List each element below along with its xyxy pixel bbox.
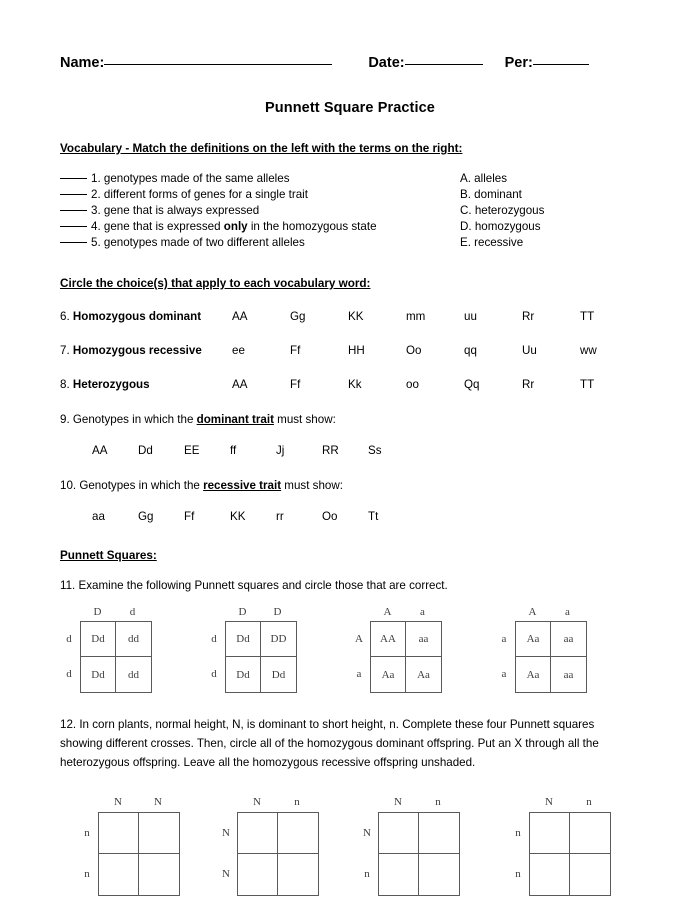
- side-allele: a: [501, 667, 507, 680]
- punnett-square-3: [350, 606, 462, 693]
- side-allele: n: [84, 867, 90, 880]
- punnett-slot: [350, 796, 495, 896]
- option[interactable]: TT: [580, 310, 595, 323]
- choice-label: [60, 344, 232, 357]
- top-allele: D: [93, 606, 102, 618]
- top-allele: a: [420, 606, 425, 618]
- top-allele: n: [586, 796, 592, 808]
- side-allele: d: [211, 632, 217, 645]
- definition-text: 5. genotypes made of two different alleles: [91, 236, 305, 249]
- side-allele-labels: [350, 621, 368, 691]
- punnett-square-4: [495, 606, 607, 693]
- option[interactable]: AA: [92, 444, 108, 457]
- top-allele: D: [238, 606, 247, 618]
- option[interactable]: TT: [580, 378, 595, 391]
- punnett-cell[interactable]: [238, 854, 278, 895]
- option[interactable]: oo: [406, 378, 419, 391]
- top-allele: d: [129, 606, 136, 618]
- option[interactable]: aa: [92, 510, 105, 523]
- definition-text: 3. gene that is always expressed: [91, 204, 260, 217]
- match-row: [60, 235, 640, 251]
- q9-prefix: 9. Genotypes in which the: [60, 413, 197, 426]
- option[interactable]: Dd: [138, 444, 153, 457]
- answer-blank[interactable]: [60, 226, 87, 227]
- option[interactable]: uu: [464, 310, 477, 323]
- side-allele: d: [66, 632, 72, 645]
- punnett-cell[interactable]: dd: [116, 622, 151, 657]
- option[interactable]: Oo: [406, 344, 422, 357]
- side-allele: a: [501, 632, 507, 645]
- top-allele: N: [114, 796, 122, 808]
- term-b: B. dominant: [460, 188, 522, 201]
- top-allele-labels: [529, 796, 609, 811]
- match-row: [60, 187, 640, 203]
- question-10-text: [60, 479, 640, 492]
- choice-row-6: [60, 310, 640, 323]
- option[interactable]: Rr: [522, 378, 535, 391]
- item-number: 6.: [60, 310, 73, 323]
- item-number: 8.: [60, 378, 73, 391]
- punnett-grid: [225, 621, 297, 693]
- option[interactable]: Ff: [290, 344, 301, 357]
- option[interactable]: AA: [232, 378, 248, 391]
- option[interactable]: rr: [276, 510, 284, 523]
- punnett-cell[interactable]: [238, 813, 278, 854]
- q10-prefix: 10. Genotypes in which the: [60, 479, 204, 492]
- side-allele-labels: [495, 621, 513, 691]
- choice-label: [60, 378, 232, 391]
- choice-options: [232, 310, 640, 323]
- punnett-cell[interactable]: [570, 854, 610, 895]
- punnett-slot: [205, 796, 350, 896]
- punnett-cell[interactable]: Aa: [516, 622, 551, 657]
- top-allele: a: [565, 606, 570, 618]
- punnett-slot: [495, 606, 640, 693]
- punnett-cell[interactable]: Aa: [417, 668, 430, 681]
- top-allele: D: [273, 606, 282, 618]
- side-allele-labels: [205, 621, 223, 691]
- top-allele: N: [154, 796, 162, 808]
- punnett-grid: [370, 621, 442, 693]
- punnett-cell[interactable]: Dd: [81, 622, 116, 657]
- side-allele: N: [363, 826, 371, 839]
- punnett-cell[interactable]: [570, 813, 610, 854]
- punnett-cell[interactable]: [530, 854, 570, 895]
- option[interactable]: Ff: [184, 510, 195, 523]
- option[interactable]: AA: [232, 310, 248, 323]
- vocab-term: Homozygous recessive: [72, 344, 202, 357]
- option[interactable]: Ff: [290, 378, 301, 391]
- option[interactable]: ff: [230, 444, 237, 457]
- punnett-cell[interactable]: AA: [371, 622, 406, 657]
- punnett-cell[interactable]: Aa: [516, 657, 551, 692]
- item-number: 7.: [60, 344, 73, 357]
- choice-label: [60, 310, 232, 323]
- punnett-cell[interactable]: [99, 854, 139, 895]
- option[interactable]: Qq: [464, 378, 480, 391]
- definition-3: [60, 203, 460, 219]
- question-12-squares: [60, 796, 640, 896]
- question-12-text: 12. In corn plants, normal height, N, is dominant to short height, n. Complete these four Punnett squares showing different crosses. Then, circle all of the homozygous dominant offspring. Put an X through all the heterozygous offspring. Leave all the homozygous recessive offspring unshaded.: [60, 718, 599, 769]
- question-9-options: [60, 444, 640, 457]
- punnett-cell[interactable]: Aa: [371, 657, 406, 692]
- vocab-term: Homozygous dominant: [72, 310, 202, 323]
- punnett-cell[interactable]: Dd: [226, 657, 261, 692]
- option[interactable]: KK: [230, 510, 246, 523]
- choice-options: [232, 344, 640, 357]
- punnett-squares-heading: Punnett Squares:: [60, 549, 157, 562]
- option[interactable]: ee: [232, 344, 245, 357]
- definition-text: 2. different forms of genes for a single trait: [91, 188, 308, 201]
- side-allele: d: [211, 667, 217, 680]
- punnett-grid: [237, 812, 319, 896]
- option[interactable]: Gg: [290, 310, 306, 323]
- option[interactable]: Jj: [276, 444, 285, 457]
- definition-text-tail: in the homozygous state: [247, 220, 377, 233]
- punnett-slot: [205, 606, 350, 693]
- option[interactable]: Gg: [138, 510, 154, 523]
- punnett-cell[interactable]: [278, 813, 318, 854]
- name-blank-line[interactable]: [104, 64, 332, 65]
- page-title: Punnett Square Practice: [265, 100, 435, 116]
- punnett-cell[interactable]: [419, 854, 459, 895]
- circle-choices-heading: Circle the choice(s) that apply to each vocabulary word:: [60, 277, 371, 290]
- punnett-grid: [98, 812, 180, 896]
- top-allele: A: [383, 606, 392, 618]
- worksheet-content: [60, 55, 640, 896]
- punnett-square-1: [60, 606, 172, 693]
- term-d: D. homozygous: [460, 220, 541, 233]
- top-allele: A: [528, 606, 537, 618]
- side-allele-labels: [78, 812, 96, 894]
- punnett-cell[interactable]: aa: [406, 622, 441, 657]
- definition-text: 4. gene that is expressed: [91, 220, 224, 233]
- side-allele: d: [66, 667, 72, 680]
- definition-5: [60, 235, 460, 251]
- option[interactable]: qq: [464, 344, 477, 357]
- match-row: [60, 203, 640, 219]
- top-allele-labels: [370, 606, 440, 621]
- punnett-cell[interactable]: [139, 813, 179, 854]
- per-label: Per:: [504, 55, 533, 71]
- punnett-slot: [60, 796, 205, 896]
- option[interactable]: Tt: [368, 510, 379, 523]
- vocab-term: Heterozygous: [72, 378, 150, 391]
- punnett-cell[interactable]: [419, 813, 459, 854]
- punnett-cell[interactable]: DD: [261, 622, 296, 657]
- punnett-grid: [529, 812, 611, 896]
- top-allele-labels: [237, 796, 317, 811]
- blank-punnett-square-2: [217, 796, 337, 896]
- punnett-cell[interactable]: Dd: [81, 657, 116, 692]
- option[interactable]: Ss: [368, 444, 382, 457]
- option[interactable]: Rr: [522, 310, 535, 323]
- definition-1: [60, 171, 460, 187]
- option[interactable]: RR: [322, 444, 339, 457]
- option[interactable]: Oo: [322, 510, 338, 523]
- match-row: [60, 171, 640, 187]
- q10-emphasis: recessive trait: [203, 479, 282, 492]
- punnett-cell[interactable]: dd: [128, 668, 139, 681]
- definition-emphasis: only: [223, 220, 248, 233]
- option[interactable]: mm: [406, 310, 426, 323]
- question-11-squares: [60, 606, 640, 693]
- answer-blank[interactable]: [60, 178, 87, 179]
- question-11-text: 11. Examine the following Punnett squares and circle those that are correct.: [60, 579, 448, 592]
- top-allele-labels: [225, 606, 295, 621]
- blank-punnett-square-3: [358, 796, 478, 896]
- q10-suffix: must show:: [281, 479, 343, 492]
- definition-2: [60, 187, 460, 203]
- top-allele-labels: [80, 606, 150, 621]
- date-blank-line[interactable]: [405, 64, 483, 65]
- punnett-cell[interactable]: [379, 813, 419, 854]
- choice-row-7: [60, 344, 640, 357]
- side-allele: n: [84, 826, 90, 839]
- vocabulary-heading: Vocabulary - Match the definitions on the left with the terms on the right:: [60, 142, 463, 155]
- circle-choices-block: [60, 310, 640, 391]
- option[interactable]: KK: [348, 310, 364, 323]
- top-allele: N: [545, 796, 553, 808]
- q9-emphasis: dominant trait: [196, 413, 274, 426]
- punnett-cell[interactable]: [379, 854, 419, 895]
- punnett-grid: [378, 812, 460, 896]
- side-allele-labels: [217, 812, 235, 894]
- punnett-cell[interactable]: Dd: [271, 668, 286, 681]
- option[interactable]: EE: [184, 444, 200, 457]
- side-allele: A: [355, 632, 363, 645]
- answer-blank[interactable]: [60, 194, 87, 195]
- punnett-slot: [350, 606, 495, 693]
- punnett-slot: [60, 606, 205, 693]
- term-e: E. recessive: [460, 236, 524, 249]
- punnett-cell[interactable]: [278, 854, 318, 895]
- top-allele: n: [294, 796, 300, 808]
- punnett-grid: [515, 621, 587, 693]
- side-allele: n: [515, 867, 521, 880]
- top-allele-labels: [515, 606, 585, 621]
- student-info-row: [60, 55, 640, 71]
- term-c: C. heterozygous: [460, 204, 545, 217]
- option[interactable]: HH: [348, 344, 365, 357]
- punnett-cell[interactable]: [139, 854, 179, 895]
- blank-punnett-square-1: [78, 796, 198, 896]
- date-label: Date:: [368, 55, 405, 71]
- choice-row-8: [60, 378, 640, 391]
- punnett-square-2: [205, 606, 317, 693]
- side-allele: N: [222, 826, 230, 839]
- name-label: Name:: [60, 55, 105, 71]
- side-allele-labels: [509, 812, 527, 894]
- blank-punnett-square-4: [509, 796, 629, 896]
- option[interactable]: Uu: [522, 344, 537, 357]
- top-allele: N: [253, 796, 261, 808]
- match-row: [60, 219, 640, 235]
- option[interactable]: ww: [580, 344, 597, 357]
- answer-blank[interactable]: [60, 210, 87, 211]
- side-allele: n: [364, 867, 370, 880]
- term-a: A. alleles: [460, 172, 508, 185]
- top-allele: n: [435, 796, 441, 808]
- top-allele: N: [394, 796, 402, 808]
- top-allele-labels: [378, 796, 458, 811]
- punnett-cell[interactable]: [530, 813, 570, 854]
- side-allele: N: [222, 867, 230, 880]
- per-blank-line[interactable]: [533, 64, 589, 65]
- punnett-cell[interactable]: aa: [563, 668, 574, 681]
- punnett-cell[interactable]: [99, 813, 139, 854]
- definition-text: 1. genotypes made of the same alleles: [91, 172, 290, 185]
- punnett-cell[interactable]: aa: [551, 622, 586, 657]
- punnett-slot: [495, 796, 640, 896]
- question-9-text: [60, 413, 640, 426]
- side-allele-labels: [60, 621, 78, 691]
- side-allele: n: [515, 826, 521, 839]
- q9-suffix: must show:: [273, 413, 336, 426]
- option[interactable]: Kk: [348, 378, 362, 391]
- top-allele-labels: [98, 796, 178, 811]
- vocabulary-matching-list: [60, 171, 640, 251]
- punnett-grid: [80, 621, 152, 693]
- side-allele: a: [356, 667, 362, 680]
- definition-4: [60, 219, 460, 235]
- punnett-cell[interactable]: Dd: [226, 622, 261, 657]
- choice-options: [232, 378, 640, 391]
- side-allele-labels: [358, 812, 376, 894]
- question-10-options: [60, 510, 640, 523]
- answer-blank[interactable]: [60, 242, 87, 243]
